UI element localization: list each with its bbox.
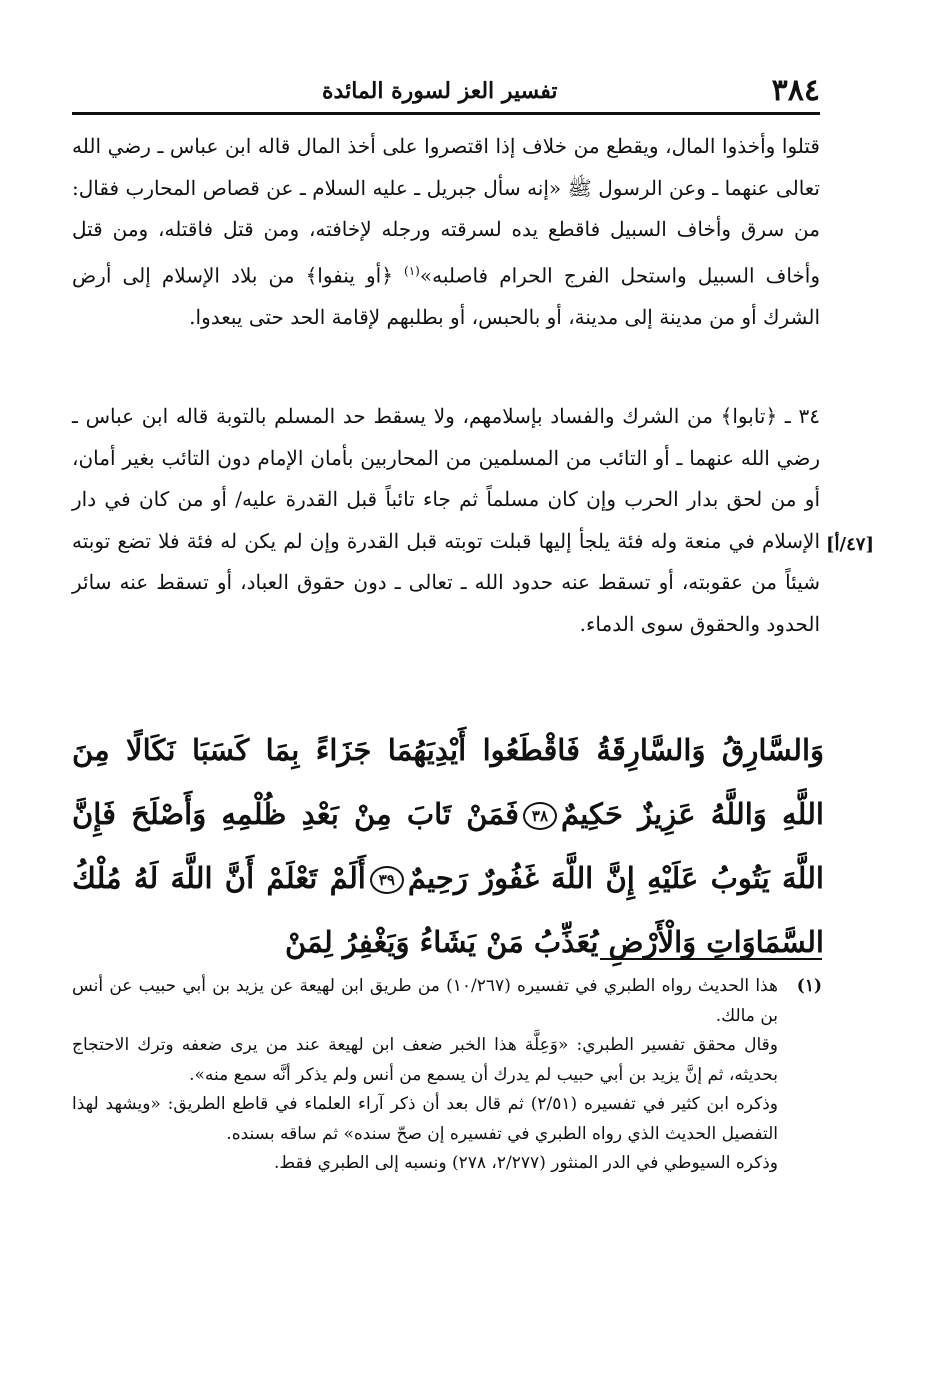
footnotes — [72, 972, 822, 1179]
footnote-separator — [600, 958, 822, 960]
paragraph-1-continuation: ﴿أو ينفوا﴾ من بلاد الإسلام إلى أرض الشرك أو من مدينة إلى مدينة، أو بالحبس، أو بطلبهم لإقامة الحد حتى يبعدوا. — [72, 263, 820, 329]
footnote-line: هذا الحديث رواه الطبري في تفسيره (١٠/٢٦٧) من طريق ابن لهيعة عن يزيد بن أبي حبيب عن أنس بن مالك. — [72, 976, 779, 1026]
footnote-line: وذكره ابن كثير في تفسيره (٢/٥١) ثم قال بعد أن ذكر آراء العلماء في قاطع الطريق: «ويشهد لهذا التفصيل الحديث الذي رواه الطبري في تفسيره إن صحّ سنده» ثم ساقه بسنده. — [72, 1094, 778, 1144]
footnote-1 — [72, 972, 822, 1179]
running-title: تفسير العز لسورة المائدة — [322, 78, 558, 104]
footnote-reference[interactable]: (١) — [404, 263, 420, 278]
paragraph-1-text: قتلوا وأخذوا المال، ويقطع من خلاف إذا اقتصروا على أخذ المال قاله ابن عباس ـ رضي الله تعالى عنهما ـ وعن الرسول ﷺ «إنه سأل جبريل ـ عليه السلام ـ عن قصاص المحارب فقال: من سرق وأخاف السبيل فاقطع يده لسرقته ورجله لإخافته، ومن قتل فاقتله، ومن قتل وأخاف السبيل واستحل الفرج الحرام فاصلبه» — [72, 134, 821, 288]
quran-verse-block — [72, 718, 824, 974]
paragraph-1 — [72, 126, 820, 338]
footnote-line: وذكره السيوطي في الدر المنثور (٢/٢٧٧، ٢٧٨) ونسبه إلى الطبري فقط. — [274, 1153, 778, 1173]
page-number: ٣٨٤ — [771, 73, 820, 108]
ayah-number-38: ٣٨ — [523, 802, 557, 830]
manuscript-folio-note: [٤٧/أ] — [826, 534, 874, 555]
ayah-number-39: ٣٩ — [370, 866, 404, 894]
page-header — [72, 70, 820, 115]
footnote-number: (١) — [796, 976, 822, 996]
verse-39-text: فَمَنْ تَابَ مِنْ بَعْدِ ظُلْمِهِ وَأَصْلَحَ فَإِنَّ اللَّهَ يَتُوبُ عَلَيْهِ إِنَّ اللَّهَ غَفُورٌ رَحِيمٌ — [72, 797, 824, 895]
verse-38-text: وَالسَّارِقُ وَالسَّارِقَةُ فَاقْطَعُوا أَيْدِيَهُمَا جَزَاءً بِمَا كَسَبَا نَكَالًا مِنَ اللَّهِ وَاللَّهُ عَزِيزٌ حَكِيمٌ — [72, 733, 824, 831]
footnote-line: وقال محقق تفسير الطبري: «وَعِلَّة هذا الخبر ضعف ابن لهيعة عند من يرى ضعفه وترك الاحتجاج بحديثه، ثم إنَّ يزيد بن أبي حبيب لم يدرك أن يسمع من أنس ولم يذكر أنَّه سمع منه». — [72, 1035, 778, 1085]
paragraph-2: ٣٤ ـ ﴿تابوا﴾ من الشرك والفساد بإسلامهم، ولا يسقط حد المسلم بالتوبة قاله ابن عباس ـ رضي الله عنهما ـ أو التائب من المسلمين من المحاربين بأمان الإمام دون التائب بغير أمان، أو من لحق بدار الحرب وإن كان مسلماً ثم جاء تائباً قبل القدرة عليه/ أو من كان في دار الإسلام في منعة وله فئة يلجأ إليها قبلت توبته قبل القدرة وإن لم يكن له فئة فلا تضع توبته شيئاً من عقوبته، أو تسقط عنه حدود الله ـ تعالى ـ دون حقوق العباد، أو تسقط عنه سائر الحدود والحقوق سوى الدماء. — [72, 404, 820, 636]
footnote-body — [72, 972, 778, 1179]
verse-40-text: أَلَمْ تَعْلَمْ أَنَّ اللَّهَ لَهُ مُلْكُ السَّمَاوَاتِ وَالْأَرْضِ يُعَذِّبُ مَنْ يَشَاءُ وَيَغْفِرُ لِمَنْ — [72, 861, 824, 959]
